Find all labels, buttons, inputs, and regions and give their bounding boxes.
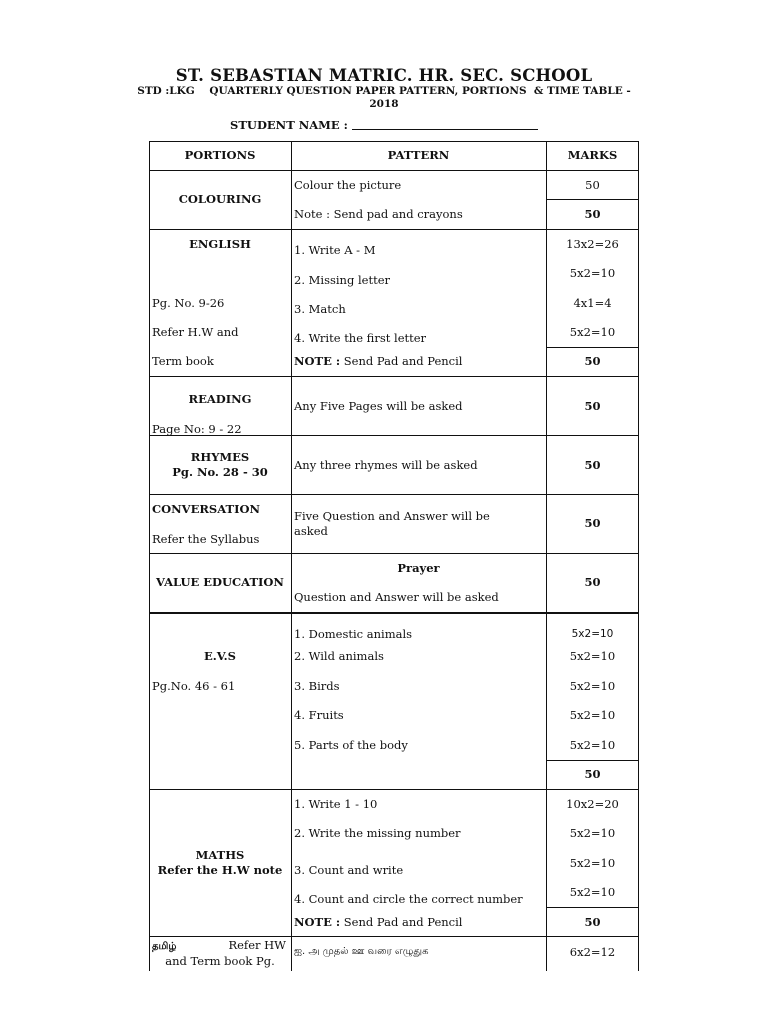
row-line [149, 141, 639, 142]
subtitle-line-2: 2018 [369, 98, 399, 110]
marks-subtotal-line [546, 347, 639, 348]
column-header-portions: PORTIONS [184, 148, 256, 162]
marks-value: 50 [585, 178, 600, 192]
marks-value: 5x2=10 [569, 679, 616, 693]
pattern-item: 4. Count and circle the correct number [294, 892, 523, 906]
student-name-label: STUDENT NAME : [230, 118, 348, 132]
marks-value: 6x2=12 [569, 945, 616, 959]
marks-value: 5x2=10 [571, 628, 614, 640]
portion-maths: MATHS [195, 848, 245, 862]
portions-table [149, 141, 639, 971]
pattern-item: 3. Count and write [294, 863, 404, 877]
row-line [149, 789, 639, 790]
portion-tamil [152, 938, 290, 954]
portion-refer: Refer the Syllabus [152, 532, 260, 546]
pattern-item: 4. Write the first letter [294, 331, 427, 345]
row-line [149, 376, 639, 377]
pattern-item: 3. Birds [294, 679, 340, 693]
marks-subtotal-line [546, 199, 639, 200]
note-label: NOTE : [294, 354, 341, 368]
row-line [149, 936, 639, 937]
portion-pages: Pg. No. 9-26 [152, 296, 225, 310]
pattern-item: 2. Missing letter [294, 273, 391, 287]
portion-value-education: VALUE EDUCATION [156, 575, 284, 589]
pattern-item: 4. Fruits [294, 708, 344, 722]
marks-subtotal-line [546, 907, 639, 908]
marks-total: 50 [584, 575, 601, 589]
marks-total: 50 [584, 458, 601, 472]
row-line [149, 229, 639, 230]
column-header-pattern: PATTERN [387, 148, 450, 162]
portion-pages: Pg.No. 46 - 61 [152, 679, 236, 693]
marks-value: 5x2=10 [569, 738, 616, 752]
portion-tamil-title: தமிழ் [152, 941, 177, 952]
portion-pages: Page No: 9 - 22 [152, 422, 242, 436]
pattern-item: ஐ. அ முதல் ஊ வரை எழுதுக [294, 946, 429, 957]
row-line [149, 612, 639, 614]
marks-total: 50 [584, 516, 601, 530]
pattern-item: Any three rhymes will be asked [294, 458, 478, 472]
marks-value: 5x2=10 [569, 266, 616, 280]
marks-total: 50 [584, 767, 601, 781]
pattern-note: Note : Send pad and crayons [294, 207, 463, 221]
note-text: Send Pad and Pencil [340, 354, 463, 368]
pattern-item: Any Five Pages will be asked [294, 399, 463, 413]
marks-value: 10x2=20 [566, 797, 619, 811]
pattern-item: 2. Wild animals [294, 649, 384, 663]
column-header-marks: MARKS [567, 148, 618, 162]
note-label: NOTE : [294, 915, 341, 929]
portion-colouring: COLOURING [178, 192, 262, 206]
row-line [149, 494, 639, 495]
marks-value: 5x2=10 [569, 325, 616, 339]
pattern-note [294, 915, 462, 929]
pattern-item: Colour the picture [294, 178, 402, 192]
portion-english: ENGLISH [189, 237, 251, 251]
pattern-item: 1. Write 1 - 10 [294, 797, 378, 811]
row-line [149, 553, 639, 554]
marks-value: 13x2=26 [566, 237, 619, 251]
school-name: ST. SEBASTIAN MATRIC. HR. SEC. SCHOOL [175, 66, 593, 85]
marks-value: 4x1=4 [573, 296, 612, 310]
pattern-note [294, 354, 462, 368]
column-divider-1 [291, 141, 292, 971]
marks-value: 5x2=10 [569, 649, 616, 663]
portion-refer: Term book [152, 354, 214, 368]
portion-reading: READING [188, 392, 252, 406]
row-line [149, 170, 639, 171]
pattern-heading: Prayer [397, 561, 440, 575]
portion-conversation: CONVERSATION [152, 502, 260, 516]
marks-total: 50 [584, 399, 601, 413]
table-border-left [149, 141, 150, 971]
document-subtitle [0, 85, 768, 111]
portion-rhymes: RHYMES [190, 450, 250, 464]
marks-value: 5x2=10 [569, 826, 616, 840]
student-name-blank-line [352, 129, 538, 130]
pattern-item: Five Question and Answer will be [294, 509, 490, 523]
marks-value: 5x2=10 [569, 708, 616, 722]
note-text: Send Pad and Pencil [340, 915, 463, 929]
portion-refer: Refer H.W and [152, 325, 239, 339]
student-name-field [0, 118, 768, 132]
marks-total: 50 [584, 915, 601, 929]
portion-refer: Refer HW [228, 938, 286, 952]
marks-total: 50 [584, 207, 601, 221]
pattern-item: 2. Write the missing number [294, 826, 461, 840]
pattern-item: Question and Answer will be asked [294, 590, 499, 604]
marks-subtotal-line [546, 760, 639, 761]
pattern-item: 1. Domestic animals [294, 627, 413, 641]
pattern-item: 1. Write A - M [294, 243, 376, 257]
marks-value: 5x2=10 [569, 856, 616, 870]
pattern-item: 3. Match [294, 302, 346, 316]
portion-refer: Refer the H.W note [157, 863, 283, 877]
marks-value: 5x2=10 [569, 885, 616, 899]
subtitle-line-1: STD :LKG QUARTERLY QUESTION PAPER PATTERN, PORTIONS & TIME TABLE - [137, 85, 631, 97]
marks-total: 50 [584, 354, 601, 368]
pattern-item: 5. Parts of the body [294, 738, 408, 752]
portion-refer: and Term book Pg. [165, 954, 275, 968]
portion-pages: Pg. No. 28 - 30 [172, 465, 268, 479]
portion-evs: E.V.S [204, 649, 236, 663]
pattern-item: asked [294, 524, 328, 538]
